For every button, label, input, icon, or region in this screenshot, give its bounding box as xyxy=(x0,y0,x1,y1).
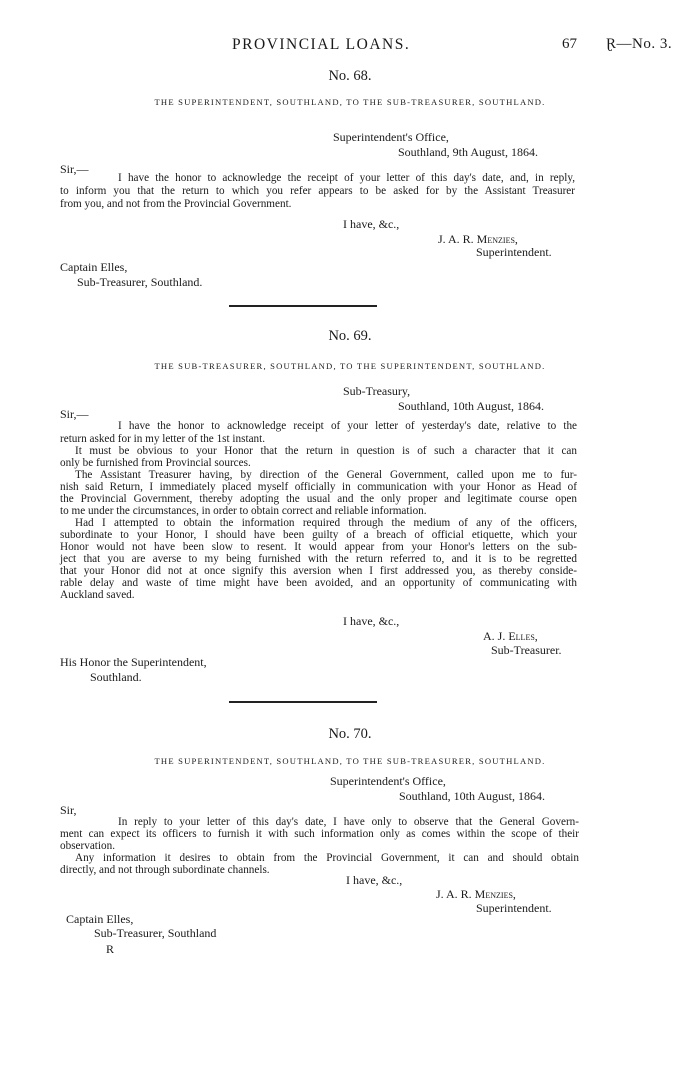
running-title: PROVINCIAL LOANS. xyxy=(232,36,411,53)
addressee-line: Southland. xyxy=(90,670,142,684)
body-line: nish said Return, I immediately placed myself officially in communication with your Honor as Head of xyxy=(60,481,577,493)
addressee-line: Captain Elles, xyxy=(60,260,128,274)
body-line: The Assistant Treasurer having, by direction of the General Government, called upon me to fur- xyxy=(75,469,577,481)
closing: I have, &c., xyxy=(346,873,403,887)
letter-number: No. 69. xyxy=(328,328,372,344)
salutation: Sir,— xyxy=(60,162,89,176)
addressee-line: Sub-Treasurer, Southland xyxy=(94,926,217,940)
body-line: from you, and not from the Provincial Government. xyxy=(60,198,292,210)
salutation: Sir, xyxy=(60,803,77,817)
body-line: Auckland saved. xyxy=(60,589,135,601)
letter-place: Superintendent's Office, xyxy=(330,774,446,788)
body-line: subordinate to your Honor, I should have been guilty of a breach of official etiquette, which your xyxy=(60,529,577,541)
addressee-line: His Honor the Superintendent, xyxy=(60,655,207,669)
signature-mark: R xyxy=(106,942,115,956)
letter-date: Southland, 9th August, 1864. xyxy=(398,145,539,159)
salutation: Sir,— xyxy=(60,407,89,421)
document-reference: Ɽ—No. 3. xyxy=(606,36,673,52)
letter-place: Superintendent's Office, xyxy=(333,130,449,144)
signatory: A. J. Elles, xyxy=(483,629,538,643)
addressee-line: Sub-Treasurer, Southland. xyxy=(77,275,203,289)
section-divider xyxy=(229,305,377,307)
body-line: ject that you are averse to my being furnished with the return referred to, and it is to be regretted xyxy=(60,553,577,565)
signatory: J. A. R. Menzies, xyxy=(438,232,518,246)
body-line: rable delay and waste of time might have been avoided, and an opportunity of communicating with xyxy=(60,577,577,589)
signatory-title: Superintendent. xyxy=(476,901,552,915)
body-line: to me under the circumstances, in order to obtain correct and reliable information. xyxy=(60,505,427,517)
closing: I have, &c., xyxy=(343,614,400,628)
page-number: 67 xyxy=(562,36,577,52)
body-line: only be furnished from Provincial sources. xyxy=(60,457,251,469)
closing: I have, &c., xyxy=(343,217,400,231)
body-line: ment can expect its officers to furnish it with such information only as comes within the scope of their xyxy=(60,828,579,840)
letter-number: No. 68. xyxy=(328,68,372,84)
signatory: J. A. R. Menzies, xyxy=(436,887,516,901)
body-line: I have the honor to acknowledge the receipt of your letter of this day's date, and, in reply, xyxy=(118,172,575,184)
body-line: the Provincial Government, thereby adopting the usual and the only proper and legitimate course open xyxy=(60,493,577,505)
section-divider xyxy=(229,701,377,703)
letter-number: No. 70. xyxy=(328,726,372,742)
body-line: In reply to your letter of this day's date, I have only to observe that the General Govern- xyxy=(118,816,579,828)
letter-place: Sub-Treasury, xyxy=(343,384,411,398)
body-line: directly, and not through subordinate channels. xyxy=(60,864,270,876)
letter-heading: THE SUPERINTENDENT, SOUTHLAND, TO THE SUB-TREASURER, SOUTHLAND. xyxy=(154,97,546,107)
body-line: that your Honor did not at once signify this aversion when I first addressed you, as thereby conside- xyxy=(60,565,577,577)
letter-date: Southland, 10th August, 1864. xyxy=(398,399,545,413)
signatory-title: Sub-Treasurer. xyxy=(491,643,562,657)
body-line: Honor would not have been slow to resent. It would appear from your Honor's letters on the sub- xyxy=(60,541,577,553)
body-line: It must be obvious to your Honor that the return in question is of such a character that it can xyxy=(75,445,577,457)
addressee-line: Captain Elles, xyxy=(66,912,134,926)
body-line: to inform you that the return to which you refer appears to be asked for by the Assistant Treasurer xyxy=(60,185,575,197)
letter-date: Southland, 10th August, 1864. xyxy=(399,789,546,803)
body-line: Any information it desires to obtain from the Provincial Government, it can and should obtain xyxy=(75,852,579,864)
body-line: return asked for in my letter of the 1st instant. xyxy=(60,433,266,445)
body-line: I have the honor to acknowledge receipt of your letter of yesterday's date, relative to the xyxy=(118,420,577,432)
signatory-title: Superintendent. xyxy=(476,245,552,259)
body-line: Had I attempted to obtain the information required through the medium of any of the officers, xyxy=(75,517,577,529)
body-line: observation. xyxy=(60,840,115,852)
letter-heading: THE SUB-TREASURER, SOUTHLAND, TO THE SUPERINTENDENT, SOUTHLAND. xyxy=(154,361,546,371)
letter-heading: THE SUPERINTENDENT, SOUTHLAND, TO THE SUB-TREASURER, SOUTHLAND. xyxy=(154,756,546,766)
